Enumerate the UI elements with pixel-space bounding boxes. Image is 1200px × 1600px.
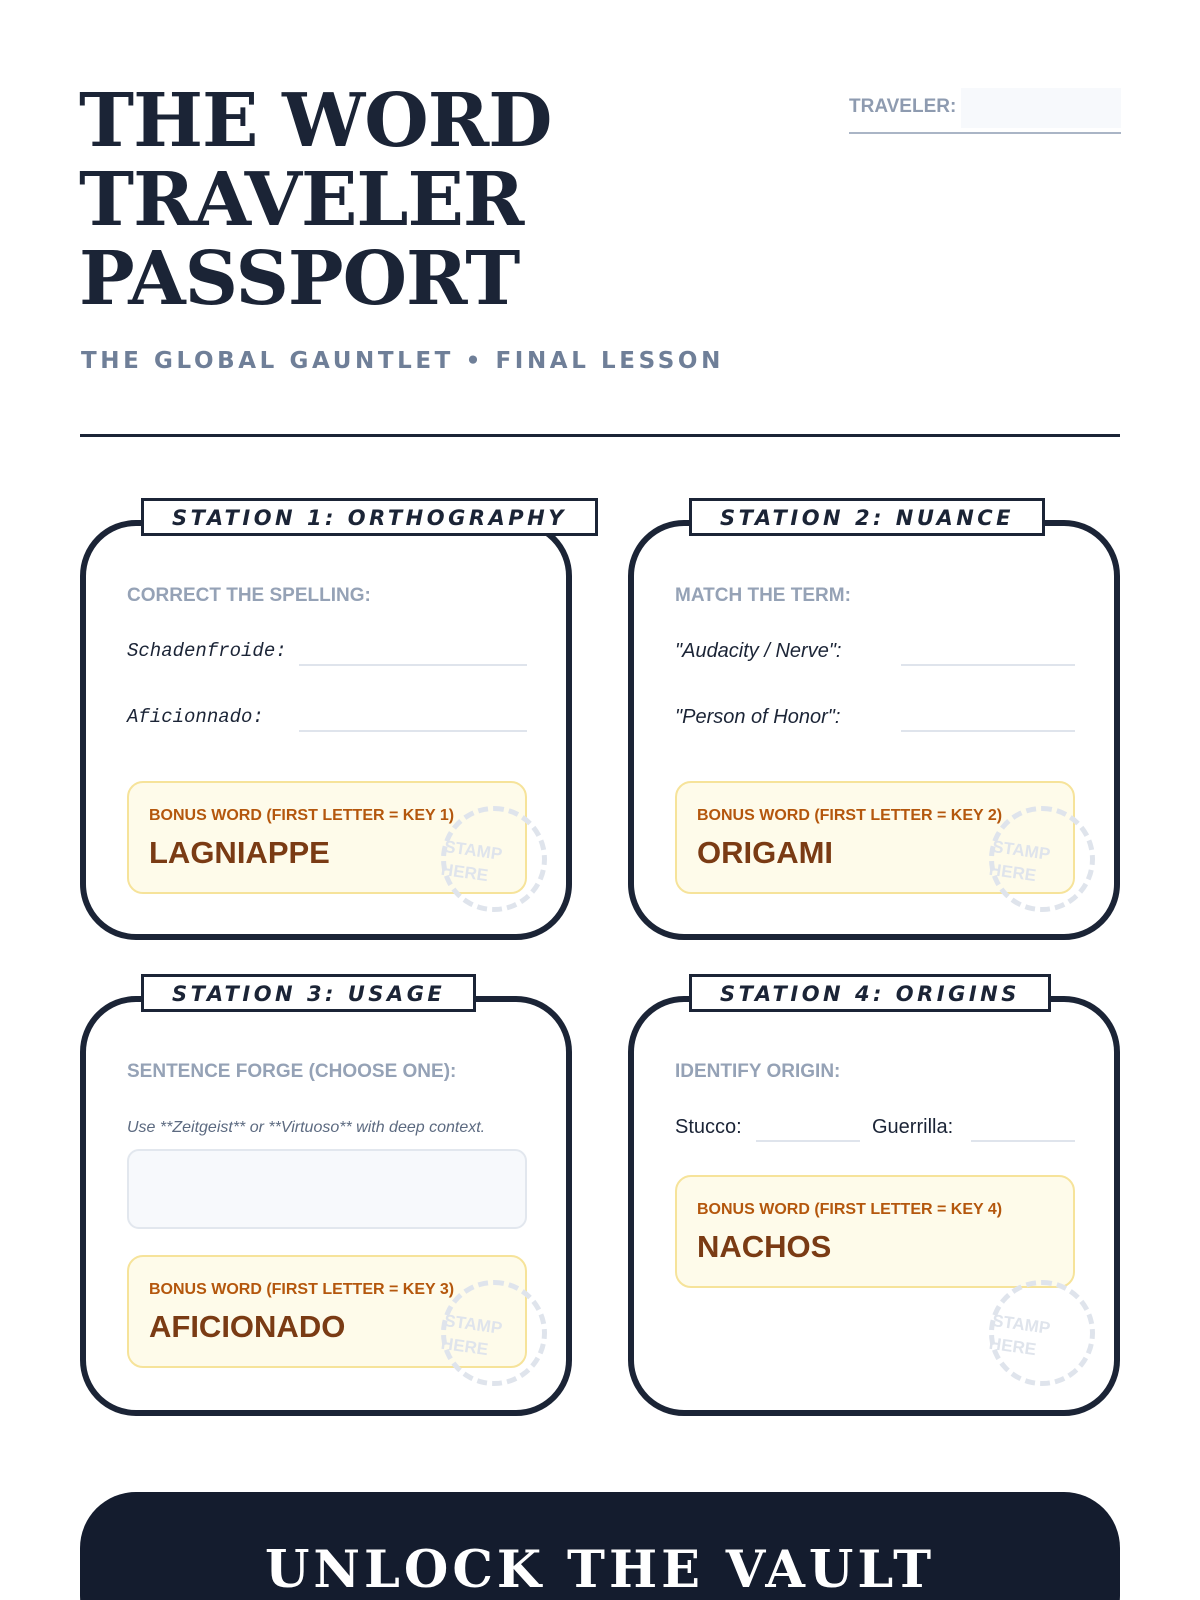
stamp-here-text: STAMP HERE bbox=[987, 1310, 1052, 1360]
station-2-prompt: MATCH THE TERM: bbox=[675, 585, 851, 606]
origin-word-2: Guerrilla: bbox=[872, 1116, 954, 1138]
bonus-word-label: BONUS WORD (FIRST LETTER = KEY 3) bbox=[149, 1281, 454, 1298]
spelling-answer-1-input[interactable] bbox=[299, 642, 527, 666]
bonus-word-label: BONUS WORD (FIRST LETTER = KEY 2) bbox=[697, 807, 1002, 824]
station-3-card bbox=[80, 982, 572, 1416]
term-row-2 bbox=[675, 702, 1075, 732]
bonus-word-label: BONUS WORD (FIRST LETTER = KEY 1) bbox=[149, 807, 454, 824]
page-title bbox=[79, 78, 679, 322]
bonus-word: AFICIONADO bbox=[149, 1309, 346, 1344]
origin-word-1: Stucco: bbox=[675, 1116, 742, 1138]
sentence-hint: Use **Zeitgeist** or **Virtuoso** with deep context. bbox=[127, 1119, 486, 1136]
origin-answer-1-input[interactable] bbox=[756, 1118, 860, 1142]
traveler-name-input[interactable] bbox=[961, 88, 1121, 128]
title-line: TRAVELER bbox=[79, 157, 524, 243]
title-line: PASSPORT bbox=[79, 236, 520, 322]
spelling-answer-2-input[interactable] bbox=[299, 708, 527, 732]
header-divider bbox=[80, 434, 1120, 437]
bonus-word-label: BONUS WORD (FIRST LETTER = KEY 4) bbox=[697, 1201, 1002, 1218]
station-3-label: STATION 3: USAGE bbox=[141, 974, 476, 1012]
traveler-field bbox=[849, 86, 1121, 134]
title-line: THE WORD bbox=[79, 78, 552, 164]
station-2-label: STATION 2: NUANCE bbox=[689, 498, 1045, 536]
stamp-circle bbox=[441, 1280, 547, 1386]
term-answer-2-input[interactable] bbox=[901, 708, 1075, 732]
station-1-prompt: CORRECT THE SPELLING: bbox=[127, 585, 371, 606]
page-subtitle: THE GLOBAL GAUNTLET • FINAL LESSON bbox=[81, 348, 724, 374]
stamp-here-text: STAMP HERE bbox=[439, 836, 504, 886]
spelling-word-1: Schadenfroide: bbox=[127, 640, 287, 662]
bonus-word: LAGNIAPPE bbox=[149, 835, 330, 870]
origin-answer-2-input[interactable] bbox=[971, 1118, 1075, 1142]
spelling-row-2 bbox=[127, 702, 527, 732]
spelling-row-1 bbox=[127, 636, 527, 666]
station-2-card bbox=[628, 506, 1120, 940]
station-4-prompt: IDENTIFY ORIGIN: bbox=[675, 1061, 841, 1082]
station-3-prompt: SENTENCE FORGE (CHOOSE ONE): bbox=[127, 1061, 457, 1082]
stamp-circle bbox=[989, 806, 1095, 912]
stamp-here-text: STAMP HERE bbox=[987, 836, 1052, 886]
bonus-word: NACHOS bbox=[697, 1229, 832, 1264]
spelling-word-2: Aficionnado: bbox=[127, 706, 264, 728]
stamp-here-text: STAMP HERE bbox=[439, 1310, 504, 1360]
stamp-circle bbox=[441, 806, 547, 912]
term-definition-1: "Audacity / Nerve": bbox=[675, 640, 842, 662]
station-4-card bbox=[628, 982, 1120, 1416]
term-row-1 bbox=[675, 636, 1075, 666]
station-1-label: STATION 1: ORTHOGRAPHY bbox=[141, 498, 598, 536]
traveler-label: TRAVELER: bbox=[849, 96, 957, 117]
bonus-word-box bbox=[675, 1175, 1075, 1288]
sentence-forge-input[interactable] bbox=[127, 1149, 527, 1229]
term-answer-1-input[interactable] bbox=[901, 642, 1075, 666]
bonus-word: ORIGAMI bbox=[697, 835, 834, 870]
station-1-card bbox=[80, 506, 572, 940]
vault-title: UNLOCK THE VAULT bbox=[264, 1540, 936, 1600]
station-4-label: STATION 4: ORIGINS bbox=[689, 974, 1051, 1012]
unlock-vault-banner bbox=[80, 1492, 1120, 1600]
term-definition-2: "Person of Honor": bbox=[675, 706, 841, 728]
stamp-circle bbox=[989, 1280, 1095, 1386]
